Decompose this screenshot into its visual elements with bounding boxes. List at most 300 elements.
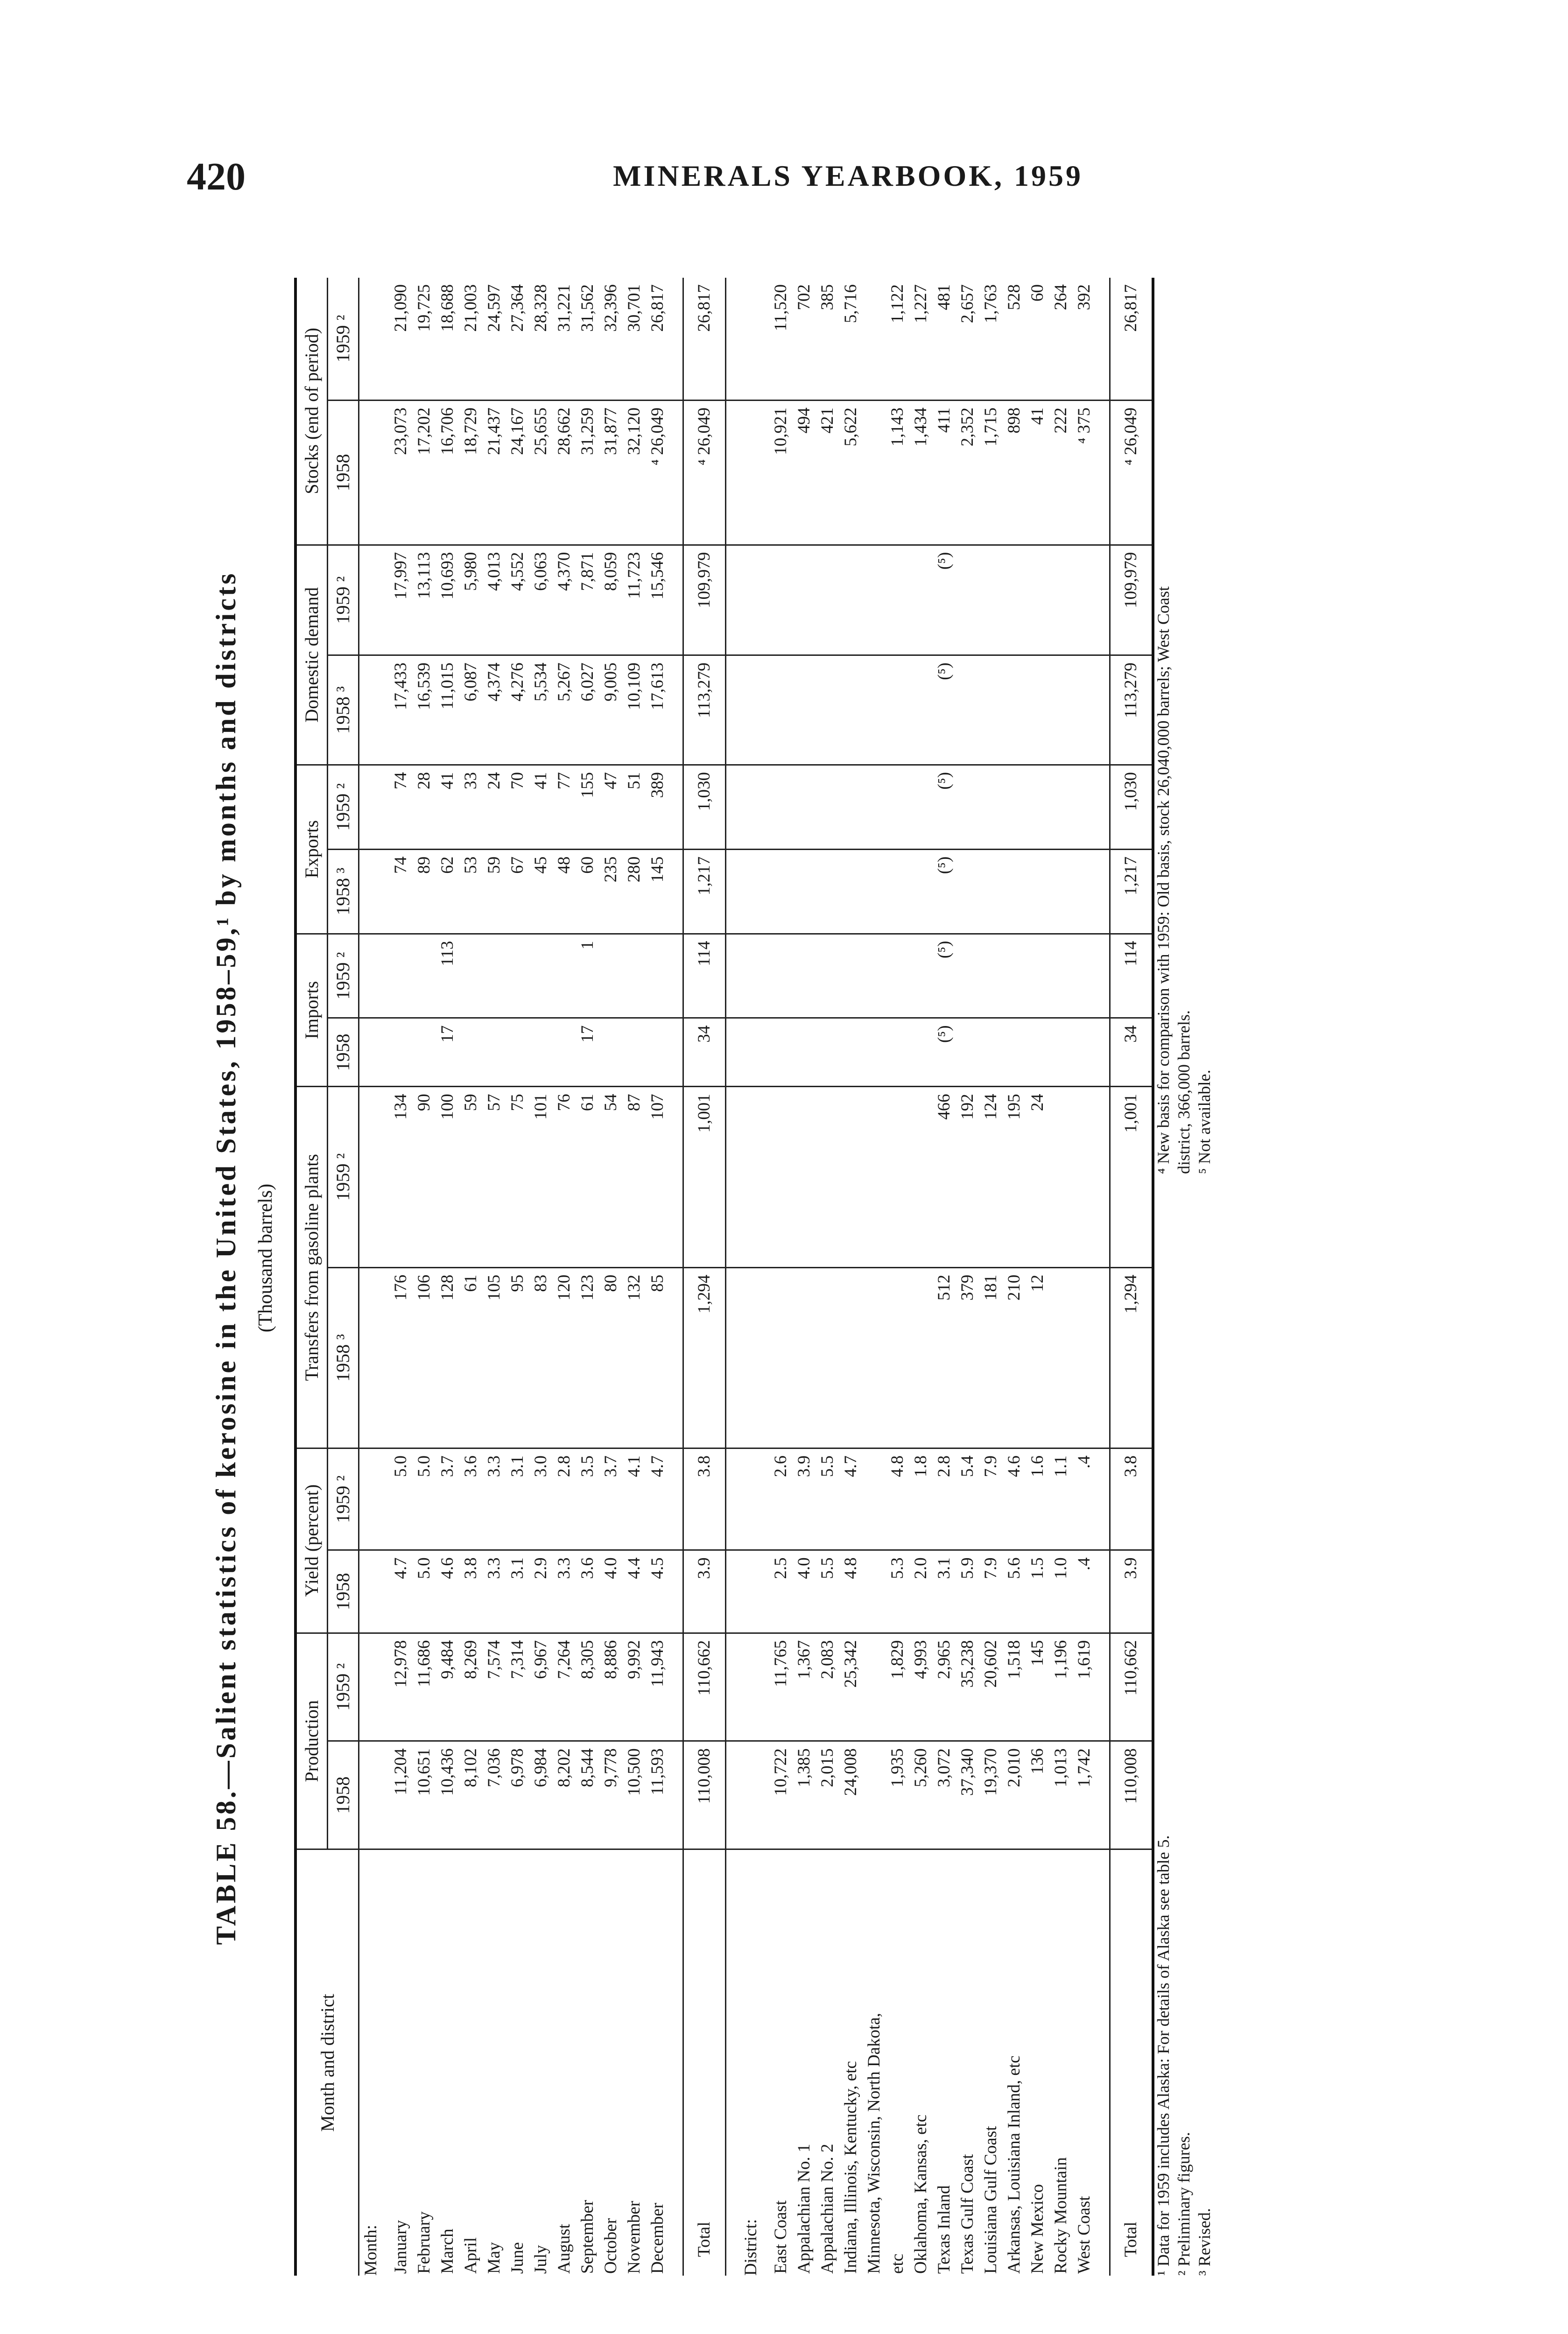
cell-prod-1958: 24,008 [839,1741,863,1849]
cell-dem-1959: 109,979 [1110,545,1153,655]
cell-imp-1959 [506,934,529,1018]
cell-dem-1958 [1003,655,1026,765]
cell-imp-1958 [529,1018,553,1087]
district-row [839,278,863,2276]
cell-imp-1958 [816,1018,839,1087]
cell-dem-1959: 109,979 [683,545,726,655]
cell-stk-1959: 385 [816,278,839,401]
header-exports: Exports [295,765,328,934]
cell-yield-1958: 3.3 [483,1550,506,1633]
cell-trans-1958 [863,1267,886,1448]
cell-prod-1958: 11,204 [383,1741,413,1849]
cell-yield-1958: 2.0 [909,1550,933,1633]
cell-imp-1958 [623,1018,646,1087]
cell-prod-1959: 1,196 [1049,1633,1073,1741]
cell-trans-1958 [793,1267,816,1448]
cell-yield-1959: 3.3 [483,1448,506,1550]
cell-exp-1958 [909,849,933,934]
cell-trans-1959: 1,001 [683,1087,726,1267]
cell-imp-1958 [383,1018,413,1087]
row-label: New Mexico [1028,2184,1047,2274]
cell-imp-1958: 17 [436,1018,459,1087]
cell-stk-1959: 1,122 [886,278,909,401]
cell-yield-1958: 3.1 [933,1550,956,1633]
cell-imp-1959 [459,934,483,1018]
district-row [793,278,816,2276]
month-row [413,278,436,2276]
row-label: November [625,2200,644,2274]
cell-imp-1958 [483,1018,506,1087]
cell-yield-1959: 7.9 [979,1448,1003,1550]
cell-trans-1958: 106 [413,1267,436,1448]
row-label: Minnesota, Wisconsin, North Dakota, [865,2013,884,2274]
rotated-table-page [187,231,1298,2285]
month-section [359,278,383,2276]
cell-stk-1959: 31,221 [553,278,576,401]
cell-yield-1958: 4.8 [839,1550,863,1633]
cell-prod-1959: 25,342 [839,1633,863,1741]
cell-stk-1958: 32,120 [623,401,646,545]
cell-stk-1958: ⁴ 26,049 [646,401,669,545]
cell-trans-1958 [909,1267,933,1448]
cell-dem-1958 [839,655,863,765]
cell-stk-1958: ⁴ 375 [1073,401,1096,545]
cell-imp-1959 [1049,934,1073,1018]
cell-dem-1959: 6,063 [529,545,553,655]
cell-trans-1958: 181 [979,1267,1003,1448]
row-label: Arkansas, Louisiana Inland, etc [1005,2055,1024,2274]
cell-prod-1959: 35,238 [956,1633,979,1741]
cell-imp-1958 [1073,1018,1096,1087]
cell-imp-1958 [886,1018,909,1087]
cell-trans-1958: 512 [933,1267,956,1448]
cell-prod-1958: 10,436 [436,1741,459,1849]
cell-trans-1958: 1,294 [1110,1267,1153,1448]
cell-prod-1959: 2,965 [933,1633,956,1741]
district-row [863,278,886,2276]
cell-imp-1959: 114 [683,934,726,1018]
cell-prod-1959: 6,967 [529,1633,553,1741]
cell-yield-1958: 3.9 [1110,1550,1153,1633]
cell-stk-1959: 60 [1026,278,1049,401]
header-month-district: Month and district [295,1849,359,2276]
month-row [483,278,506,2276]
cell-trans-1958: 105 [483,1267,506,1448]
footnote: ¹ Data for 1959 includes Alaska: For details of Alaska see table 5. [1154,1835,1173,2276]
cell-imp-1959: 1 [576,934,599,1018]
cell-prod-1958: 136 [1026,1741,1049,1849]
cell-imp-1958: 17 [576,1018,599,1087]
cell-dem-1959: 4,552 [506,545,529,655]
cell-trans-1959: 61 [576,1087,599,1267]
cell-yield-1958: 4.4 [623,1550,646,1633]
districts-total-row [1110,278,1153,2276]
cell-trans-1959: 59 [459,1087,483,1267]
table-title: TABLE 58.—Salient statistics of kerosine in the United States, 1958–59,¹ by months and districts [211,571,241,1945]
row-label: August [555,2224,574,2274]
cell-stk-1959: 28,328 [529,278,553,401]
cell-trans-1958: 61 [459,1267,483,1448]
cell-imp-1958 [646,1018,669,1087]
cell-imp-1958 [1026,1018,1049,1087]
month-row [576,278,599,2276]
cell-trans-1958: 379 [956,1267,979,1448]
table-units: (Thousand barrels) [255,1183,276,1333]
header-domestic-demand: Domestic demand [295,545,328,765]
cell-exp-1959: 77 [553,765,576,849]
cell-dem-1958: 5,267 [553,655,576,765]
cell-trans-1959: 101 [529,1087,553,1267]
cell-trans-1958 [839,1267,863,1448]
cell-prod-1959: 7,574 [483,1633,506,1741]
cell-imp-1959 [979,934,1003,1018]
cell-trans-1958: 132 [623,1267,646,1448]
cell-prod-1958: 11,593 [646,1741,669,1849]
cell-stk-1958: 31,877 [599,401,623,545]
cell-dem-1959: 15,546 [646,545,669,655]
cell-yield-1959: 2.8 [933,1448,956,1550]
cell-dem-1959 [1073,545,1096,655]
cell-stk-1959: 21,090 [383,278,413,401]
cell-yield-1959: 4.6 [1003,1448,1026,1550]
cell-prod-1958: 8,202 [553,1741,576,1849]
cell-yield-1958: 3.6 [576,1550,599,1633]
cell-imp-1958 [553,1018,576,1087]
cell-dem-1959 [839,545,863,655]
cell-trans-1958: 83 [529,1267,553,1448]
cell-trans-1958 [816,1267,839,1448]
cell-exp-1958: 48 [553,849,576,934]
district-section-label: District: [741,2219,760,2276]
cell-dem-1959 [1026,545,1049,655]
cell-exp-1958 [979,849,1003,934]
months-total-row [683,278,726,2276]
cell-exp-1959: 28 [413,765,436,849]
cell-stk-1959: 528 [1003,278,1026,401]
cell-yield-1959: 3.9 [793,1448,816,1550]
cell-imp-1959 [816,934,839,1018]
not-available-marker: (⁵) [933,765,956,849]
row-label: Louisiana Gulf Coast [981,2126,1000,2274]
cell-prod-1958: 7,036 [483,1741,506,1849]
cell-exp-1959 [816,765,839,849]
cell-imp-1959 [529,934,553,1018]
cell-exp-1958: 1,217 [683,849,726,934]
cell-prod-1958: 1,013 [1049,1741,1073,1849]
cell-dem-1959: 17,997 [383,545,413,655]
cell-imp-1959 [383,934,413,1018]
cell-exp-1958: 60 [576,849,599,934]
cell-trans-1958 [1073,1267,1096,1448]
cell-prod-1958: 1,742 [1073,1741,1096,1849]
cell-stk-1958: ⁴ 26,049 [683,401,726,545]
cell-prod-1959: 7,314 [506,1633,529,1741]
cell-prod-1959 [863,1633,886,1741]
cell-stk-1958: ⁴ 26,049 [1110,401,1153,545]
cell-stk-1958 [863,401,886,545]
cell-stk-1958: 24,167 [506,401,529,545]
cell-exp-1959: 41 [436,765,459,849]
cell-imp-1958 [979,1018,1003,1087]
month-row [506,278,529,2276]
cell-exp-1959 [839,765,863,849]
month-row [599,278,623,2276]
district-section [739,278,763,2276]
cell-trans-1959: 90 [413,1087,436,1267]
header-imports: Imports [295,934,328,1087]
cell-prod-1958: 6,984 [529,1741,553,1849]
cell-dem-1959: 13,113 [413,545,436,655]
cell-stk-1958: 1,143 [886,401,909,545]
cell-exp-1958 [863,849,886,934]
cell-stk-1958: 898 [1003,401,1026,545]
cell-yield-1959: 5.4 [956,1448,979,1550]
cell-imp-1959 [956,934,979,1018]
cell-dem-1958 [1026,655,1049,765]
cell-imp-1958 [599,1018,623,1087]
cell-stk-1958: 1,434 [909,401,933,545]
cell-imp-1958 [413,1018,436,1087]
cell-exp-1959: 70 [506,765,529,849]
subheader-production-1959: 1959 ² [328,1633,359,1741]
cell-prod-1959: 9,992 [623,1633,646,1741]
cell-dem-1959 [956,545,979,655]
cell-stk-1959: 392 [1073,278,1096,401]
cell-dem-1958 [816,655,839,765]
cell-trans-1958: 80 [599,1267,623,1448]
cell-trans-1958: 120 [553,1267,576,1448]
cell-exp-1958: 89 [413,849,436,934]
cell-yield-1959: 2.6 [763,1448,793,1550]
cell-yield-1959: 3.7 [436,1448,459,1550]
page-number: 420 [187,155,246,198]
cell-yield-1958: 4.6 [436,1550,459,1633]
cell-prod-1958: 10,722 [763,1741,793,1849]
cell-imp-1959 [839,934,863,1018]
cell-yield-1958: 2.9 [529,1550,553,1633]
cell-prod-1958: 110,008 [683,1741,726,1849]
cell-dem-1959 [1003,545,1026,655]
cell-stk-1958: 494 [793,401,816,545]
cell-yield-1958: 3.1 [506,1550,529,1633]
kerosine-statistics-table [294,278,1154,2276]
cell-exp-1958 [816,849,839,934]
row-label: April [461,2237,480,2274]
cell-exp-1959 [793,765,816,849]
cell-stk-1958: 31,259 [576,401,599,545]
cell-imp-1959 [1026,934,1049,1018]
cell-dem-1959: 4,013 [483,545,506,655]
cell-trans-1959: 192 [956,1087,979,1267]
cell-stk-1958: 21,437 [483,401,506,545]
cell-prod-1959: 145 [1026,1633,1049,1741]
cell-prod-1959: 11,765 [763,1633,793,1741]
cell-prod-1959: 11,686 [413,1633,436,1741]
cell-yield-1958: 4.0 [793,1550,816,1633]
footnotes-right [1153,287,1215,1174]
cell-dem-1959: 11,723 [623,545,646,655]
cell-yield-1959: 3.1 [506,1448,529,1550]
cell-trans-1958: 123 [576,1267,599,1448]
subheader-imports-1959: 1959 ² [328,934,359,1018]
cell-dem-1959: 4,370 [553,545,576,655]
cell-dem-1959: 5,980 [459,545,483,655]
cell-exp-1959 [863,765,886,849]
cell-imp-1958 [793,1018,816,1087]
cell-trans-1958 [763,1267,793,1448]
cell-trans-1958: 95 [506,1267,529,1448]
cell-yield-1958: 5.9 [956,1550,979,1633]
month-section-label: Month: [361,2225,380,2276]
cell-trans-1959: 54 [599,1087,623,1267]
cell-prod-1959: 12,978 [383,1633,413,1741]
cell-exp-1959: 41 [529,765,553,849]
cell-trans-1959 [839,1087,863,1267]
cell-dem-1959 [886,545,909,655]
cell-dem-1958: 5,534 [529,655,553,765]
cell-prod-1959: 9,484 [436,1633,459,1741]
cell-yield-1959: 1.8 [909,1448,933,1550]
header-yield: Yield (percent) [295,1448,328,1633]
cell-stk-1959: 26,817 [1110,278,1153,401]
cell-prod-1958: 2,010 [1003,1741,1026,1849]
district-row [1049,278,1073,2276]
footnote: ³ Revised. [1195,2208,1214,2276]
cell-stk-1958: 10,921 [763,401,793,545]
cell-yield-1959 [863,1448,886,1550]
cell-trans-1959: 24 [1026,1087,1049,1267]
cell-exp-1958: 62 [436,849,459,934]
month-row [459,278,483,2276]
cell-stk-1959: 24,597 [483,278,506,401]
cell-dem-1958 [763,655,793,765]
district-row [979,278,1003,2276]
cell-stk-1958: 25,655 [529,401,553,545]
row-label: Oklahoma, Kansas, etc [911,2114,930,2274]
cell-trans-1958: 210 [1003,1267,1026,1448]
cell-imp-1959 [1003,934,1026,1018]
cell-stk-1958: 41 [1026,401,1049,545]
cell-yield-1958: .4 [1073,1550,1096,1633]
cell-prod-1959: 8,886 [599,1633,623,1741]
cell-trans-1959: 1,001 [1110,1087,1153,1267]
cell-stk-1959: 1,763 [979,278,1003,401]
cell-prod-1959: 110,662 [683,1633,726,1741]
cell-trans-1958: 176 [383,1267,413,1448]
cell-stk-1958: 23,073 [383,401,413,545]
cell-dem-1959 [793,545,816,655]
row-label: Indiana, Illinois, Kentucky, etc [841,2061,860,2274]
cell-trans-1959: 100 [436,1087,459,1267]
subheader-transfers-1959: 1959 ² [328,1087,359,1267]
district-row [956,278,979,2276]
cell-yield-1958: 1.0 [1049,1550,1073,1633]
cell-yield-1958: 3.9 [683,1550,726,1633]
row-label: Rocky Mountain [1051,2157,1070,2274]
cell-imp-1958 [1049,1018,1073,1087]
cell-stk-1959: 26,817 [646,278,669,401]
cell-yield-1958: 3.3 [553,1550,576,1633]
month-row [383,278,413,2276]
subheader-stocks-1959: 1959 ² [328,278,359,401]
cell-dem-1959: 10,693 [436,545,459,655]
not-available-marker: (⁵) [933,934,956,1018]
cell-prod-1958: 8,544 [576,1741,599,1849]
cell-prod-1958: 10,500 [623,1741,646,1849]
cell-prod-1958: 110,008 [1110,1741,1153,1849]
cell-imp-1959 [793,934,816,1018]
cell-imp-1959 [483,934,506,1018]
cell-dem-1959 [863,545,886,655]
cell-yield-1959: 5.0 [413,1448,436,1550]
cell-trans-1958: 12 [1026,1267,1049,1448]
cell-stk-1959: 32,396 [599,278,623,401]
cell-exp-1959: 1,030 [683,765,726,849]
cell-prod-1958: 6,978 [506,1741,529,1849]
cell-prod-1958: 19,370 [979,1741,1003,1849]
cell-exp-1958: 59 [483,849,506,934]
cell-stk-1959 [863,278,886,401]
footnote: ⁴ New basis for comparison with 1959: Old basis, stock 26,040,000 barrels; West Coast [1154,586,1173,1174]
cell-prod-1959: 1,367 [793,1633,816,1741]
running-head [187,154,1083,205]
cell-stk-1958: 222 [1049,401,1073,545]
table-body [359,278,1153,2276]
header-transfers: Transfers from gasoline plants [295,1087,328,1448]
cell-yield-1959: 5.0 [383,1448,413,1550]
cell-exp-1959: 74 [383,765,413,849]
cell-prod-1958: 8,102 [459,1741,483,1849]
cell-prod-1959: 1,518 [1003,1633,1026,1741]
cell-yield-1958: 5.5 [816,1550,839,1633]
district-row [1026,278,1049,2276]
cell-imp-1958 [839,1018,863,1087]
cell-trans-1959: 134 [383,1087,413,1267]
cell-exp-1959 [1073,765,1096,849]
subheader-exports-1958: 1958 ³ [328,849,359,934]
cell-yield-1959: 4.7 [839,1448,863,1550]
cell-stk-1958: 17,202 [413,401,436,545]
cell-prod-1959: 110,662 [1110,1633,1153,1741]
month-row [623,278,646,2276]
cell-yield-1958: 7.9 [979,1550,1003,1633]
cell-stk-1959: 31,562 [576,278,599,401]
cell-imp-1959 [886,934,909,1018]
not-available-marker: (⁵) [933,1018,956,1087]
cell-exp-1958 [1026,849,1049,934]
cell-prod-1959: 1,619 [1073,1633,1096,1741]
cell-stk-1959: 30,701 [623,278,646,401]
cell-yield-1958: 2.5 [763,1550,793,1633]
cell-exp-1958 [793,849,816,934]
cell-dem-1958 [909,655,933,765]
cell-prod-1958: 5,260 [909,1741,933,1849]
cell-exp-1958: 280 [623,849,646,934]
cell-imp-1958 [459,1018,483,1087]
cell-prod-1958: 9,778 [599,1741,623,1849]
cell-prod-1959: 11,943 [646,1633,669,1741]
cell-yield-1959: 3.8 [1110,1448,1153,1550]
cell-exp-1959 [979,765,1003,849]
cell-exp-1958: 145 [646,849,669,934]
cell-prod-1959: 8,305 [576,1633,599,1741]
subheader-exports-1959: 1959 ² [328,765,359,849]
cell-exp-1959: 47 [599,765,623,849]
cell-prod-1958: 3,072 [933,1741,956,1849]
subheader-stocks-1958: 1958 [328,401,359,545]
cell-stk-1959: 26,817 [683,278,726,401]
cell-imp-1959 [599,934,623,1018]
